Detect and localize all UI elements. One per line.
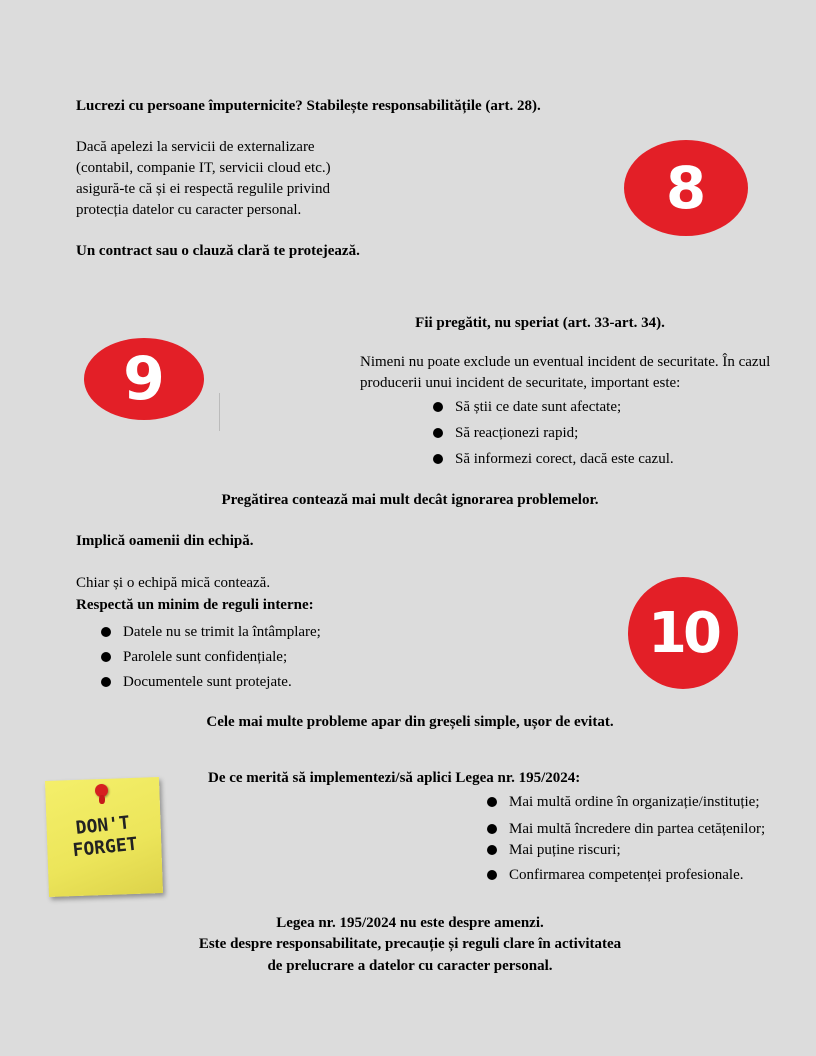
list-item: Să reacționezi rapid; — [433, 423, 753, 444]
list-item: Să informezi corect, dacă este cazul. — [433, 449, 753, 470]
benefits-list — [487, 792, 807, 886]
list-item: Datele nu se trimit la întâmplare; — [101, 622, 421, 643]
section-10-body: Chiar și o echipă mică contează. — [76, 575, 271, 591]
section-9-body: Nimeni nu poate exclude un eventual incident de securitate. În cazul producerii unui incident de securitate, important este: — [360, 354, 771, 391]
section-8-body: Dacă apelezi la servicii de externalizare (contabil, companie IT, servicii cloud etc.) asigură-te că și ei respectă regulile privind protecția datelor cu caracter personal. — [76, 139, 331, 218]
list-item: Mai puține riscuri; — [487, 840, 807, 861]
number-8-badge — [624, 140, 748, 236]
section-9-heading: Fii pregătit, nu speriat (art. 33-art. 34). — [415, 315, 665, 331]
badge-number: 10 — [648, 600, 718, 666]
closing-line-1: Legea nr. 195/2024 nu este despre amenzi. — [276, 915, 544, 931]
closing-line-2: Este despre responsabilitate, precauție și reguli clare în activitatea — [198, 936, 622, 952]
section-9-conclusion: Pregătirea contează mai mult decât ignorarea problemelor. — [221, 492, 599, 508]
section-10-conclusion: Cele mai multe probleme apar din greșeli simple, ușor de evitat. — [206, 714, 614, 730]
section-10-subheading: Respectă un minim de reguli interne: — [76, 597, 314, 613]
list-item: Confirmarea competenței profesionale. — [487, 865, 807, 886]
number-9-badge — [84, 338, 204, 420]
list-item: Mai multă încredere din partea cetățenilor; — [487, 819, 807, 840]
badge-number: 8 — [665, 154, 707, 222]
section-9-list — [433, 397, 753, 470]
list-item: Să știi ce date sunt afectate; — [433, 397, 753, 418]
list-item: Documentele sunt protejate. — [101, 672, 421, 693]
section-8-conclusion: Un contract sau o clauză clară te protejează. — [76, 243, 360, 259]
number-10-badge — [628, 577, 738, 689]
benefits-heading: De ce merită să implementezi/să aplici Legea nr. 195/2024: — [208, 770, 581, 786]
closing-line-3: de prelucrare a datelor cu caracter personal. — [267, 958, 553, 974]
section-10-heading: Implică oamenii din echipă. — [76, 533, 254, 549]
section-8-heading: Lucrezi cu persoane împuternicite? Stabilește responsabilitățile (art. 28). — [76, 98, 541, 114]
list-item: Mai multă ordine în organizație/instituție; — [487, 792, 807, 813]
pushpin-base-icon — [99, 795, 105, 804]
badge-number: 9 — [123, 344, 165, 414]
list-item: Parolele sunt confidențiale; — [101, 647, 421, 668]
section-10-list — [101, 622, 421, 693]
sticky-note-text: DON'T FORGET — [71, 812, 139, 862]
divider-line — [219, 393, 220, 431]
